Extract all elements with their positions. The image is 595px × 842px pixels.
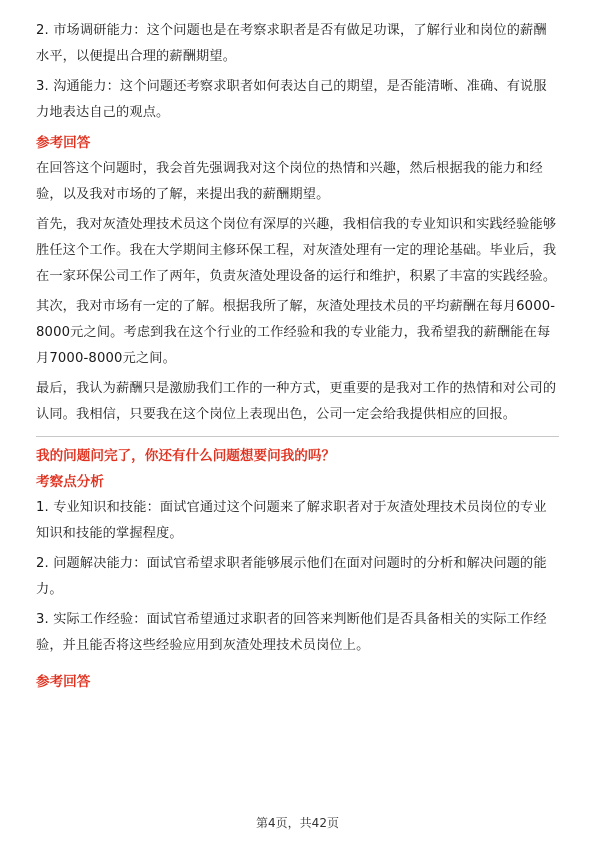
question-heading: 我的问题问完了，你还有什么问题想要问我的吗？ [36,448,336,464]
section-divider [36,436,559,437]
page-number: 第4页，共42页 [256,816,339,830]
answer-heading: 参考回答 [36,135,91,151]
document-page [36,18,559,695]
analysis-item: 2. 问题解决能力：面试官希望求职者能够展示他们在面对问题时的分析和解决问题的能力。 [36,556,547,597]
answer-paragraph: 其次，我对市场有一定的了解。根据我所了解，灰渣处理技术员的平均薪酬在每月6000-8000元之间。考虑到我在这个行业的工作经验和我的专业能力，我希望我的薪酬能在每月7000-8000元之间。 [36,299,556,366]
analysis-item: 3. 实际工作经验：面试官希望通过求职者的回答来判断他们是否具备相关的实际工作经验，并且能否将这些经验应用到灰渣处理技术员岗位上。 [36,612,547,653]
answer-heading: 参考回答 [36,674,91,690]
analysis-item: 2. 市场调研能力：这个问题也是在考察求职者是否有做足功课，了解行业和岗位的薪酬水平，以便提出合理的薪酬期望。 [36,23,547,64]
answer-paragraph: 最后，我认为薪酬只是激励我们工作的一种方式，更重要的是我对工作的热情和对公司的认同。我相信，只要我在这个岗位上表现出色，公司一定会给我提供相应的回报。 [36,381,557,422]
analysis-heading: 考察点分析 [36,474,104,490]
answer-paragraph: 在回答这个问题时，我会首先强调我对这个岗位的热情和兴趣，然后根据我的能力和经验，以及我对市场的了解，来提出我的薪酬期望。 [36,161,543,202]
analysis-item: 1. 专业知识和技能：面试官通过这个问题来了解求职者对于灰渣处理技术员岗位的专业知识和技能的掌握程度。 [36,500,547,541]
analysis-item: 3. 沟通能力：这个问题还考察求职者如何表达自己的期望，是否能清晰、准确、有说服力地表达自己的观点。 [36,79,547,120]
answer-paragraph: 首先，我对灰渣处理技术员这个岗位有深厚的兴趣，我相信我的专业知识和实践经验能够胜任这个工作。我在大学期间主修环保工程，对灰渣处理有一定的理论基础。毕业后，我在一家环保公司工作了两年，负责灰渣处理设备的运行和维护，积累了丰富的实践经验。 [36,217,557,284]
